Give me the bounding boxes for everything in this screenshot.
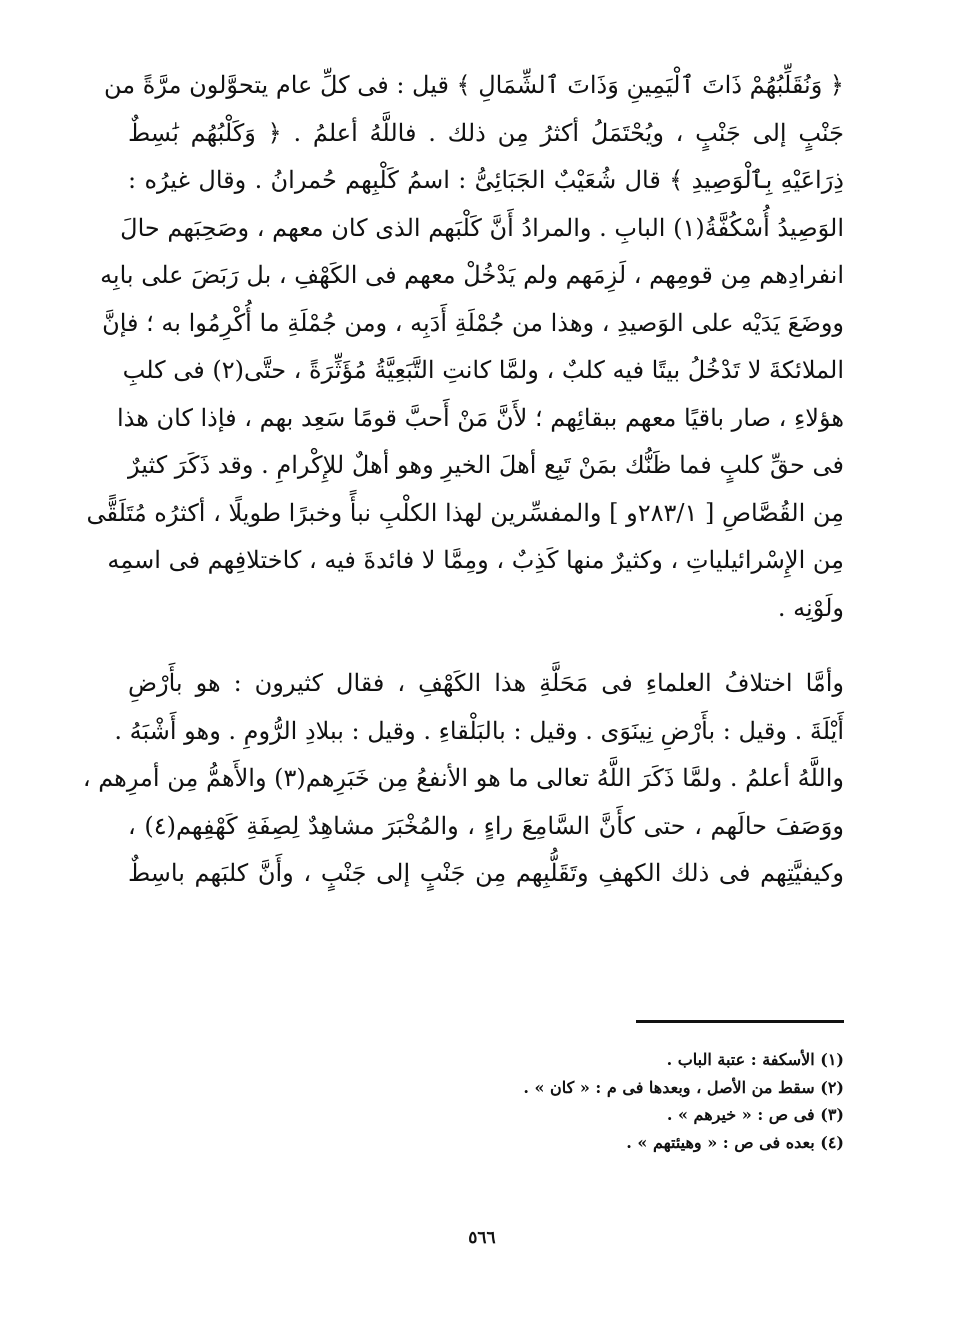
text-line: مِن الإِسْرائيلياتِ ، وكثيرٌ منها كَذِبٌ ، ومِمَّا لا فائدةَ فيه ، كاختلافِهم فى اسمِه (107, 546, 844, 574)
text-line: ولَوْنِه . (777, 593, 844, 622)
text-line: ﴿ وَنُقَلِّبُهُمْ ذَاتَ ٱلْيَمِينِ وَذَاتَ ٱلشِّمَالِ ﴾ قيل : فى كلِّ عام يتحوَّلون مرَّةً من (104, 71, 844, 99)
text-line: واللَّهُ أعلمُ . ولمَّا ذَكَرَ اللَّهُ تعالى ما هو الأنفعُ مِن خَبَرِهم(٣) والأَهمُّ مِن أمرِهم ، (82, 764, 844, 792)
main-text (82, 62, 844, 898)
text-line: أَيْلَةَ . وقيل : بأَرْضِ نِينَوَى . وقيل : بالبَلْقاءِ . وقيل : ببلادِ الرُّومِ . وهو أَشْبَهُ . (114, 716, 844, 745)
page-number: ٥٦٦ (468, 1228, 496, 1248)
footnote: (٤) بعده فى ص : « وهيئتهم » . (626, 1132, 844, 1152)
text-line: هؤلاءِ ، صار باقيًا معهم ببقائِهم ؛ لأَنَّ مَنْ أَحبَّ قومًا سَعِد بهم ، فإذا كان هذا (116, 403, 844, 432)
text-line: ووَصَفَ حالَهم ، حتى كأَنَّ السَّامِعَ راءٍ ، والمُخْبَرَ مشاهِدٌ لِصِفَةِ كَهْفِهم(٤) ، (128, 811, 844, 840)
text-line: فى حقِّ كلبٍ فما ظَنُّك بمَنْ تَبِع أهلَ الخيرِ وهو أهلٌ للإِكْرامِ . وقد ذَكَرَ كثيرٌ (128, 451, 844, 479)
footnotes (128, 1046, 844, 1156)
footnote: (٣) فى ص : « خيرهم » . (666, 1105, 844, 1124)
text-line: ذِرَاعَيْهِ بِٱلْوَصِيدِ ﴾ قال شُعَيْبٌ الجَبَائِىُّ : اسمُ كَلْبِهم حُمرانُ . وقال غيرُه : (128, 166, 844, 194)
footnote: (٢) سقط من الأصل ، وبعدها فى م : « كان » . (523, 1077, 844, 1097)
text-line: مِن القُصَّاصِ [ ٢٨٣/١و ] والمفسِّرين لهذا الكلْبِ نبأً وخبرًا طويلًا ، أكثرُه مُتَلَقًّى (86, 498, 844, 527)
text-line: وكيفيَّتِهم فى ذلك الكهفِ وتَقَلُّبِهم مِن جَنْبٍ إلى جَنْبٍ ، وأَنَّ كلبَهم باسِطٌ (128, 859, 844, 887)
paragraph-1 (86, 62, 844, 632)
text-line: الوَصِيدُ أُسْكُفَّةُ(١) البابِ . والمرادُ أَنَّ كَلْبَهم الذى كان معهم ، وصَحِبَهم حالَ (120, 213, 844, 242)
text-line: ووضَعَ يَدَيْه على الوَصيدِ ، وهذا من جُمْلَةِ أَدَبِه ، ومن جُمْلَةِ ما أُكْرِمُوا به ؛ فإنَّ (102, 308, 844, 337)
footnote-divider (636, 1020, 844, 1023)
paragraph-2 (82, 660, 844, 898)
text-line: الملائكةَ لا تَدْخُلُ بيتًا فيه كلبٌ ، ولمَّا كانتِ التَّبَعِيَّةُ مُؤَثِّرَةً ، حتَّى(٢) فى كلبِ (122, 356, 844, 384)
footnote: (١) الأسكفة : عتبة الباب . (666, 1050, 844, 1069)
text-line: انفرادِهم مِن قومِهم ، لَزِمَهم ولم يَدْخُلْ معهم فى الكَهْفِ ، بل رَبَضَ على بابِه (100, 261, 844, 289)
text-line: وأمَّا اختلافُ العلماءِ فى مَحَلَّةِ هذا الكَهْفِ ، فقال كثيرون : هو بأَرْضِ (128, 669, 844, 697)
text-line: جَنْبٍ إلى جَنْبٍ ، ويُحْتَمَلُ أكثرُ مِن ذلك . فاللَّهُ أعلمُ . ﴿ وَكَلْبُهُم بَٰسِطٌ (128, 118, 844, 147)
